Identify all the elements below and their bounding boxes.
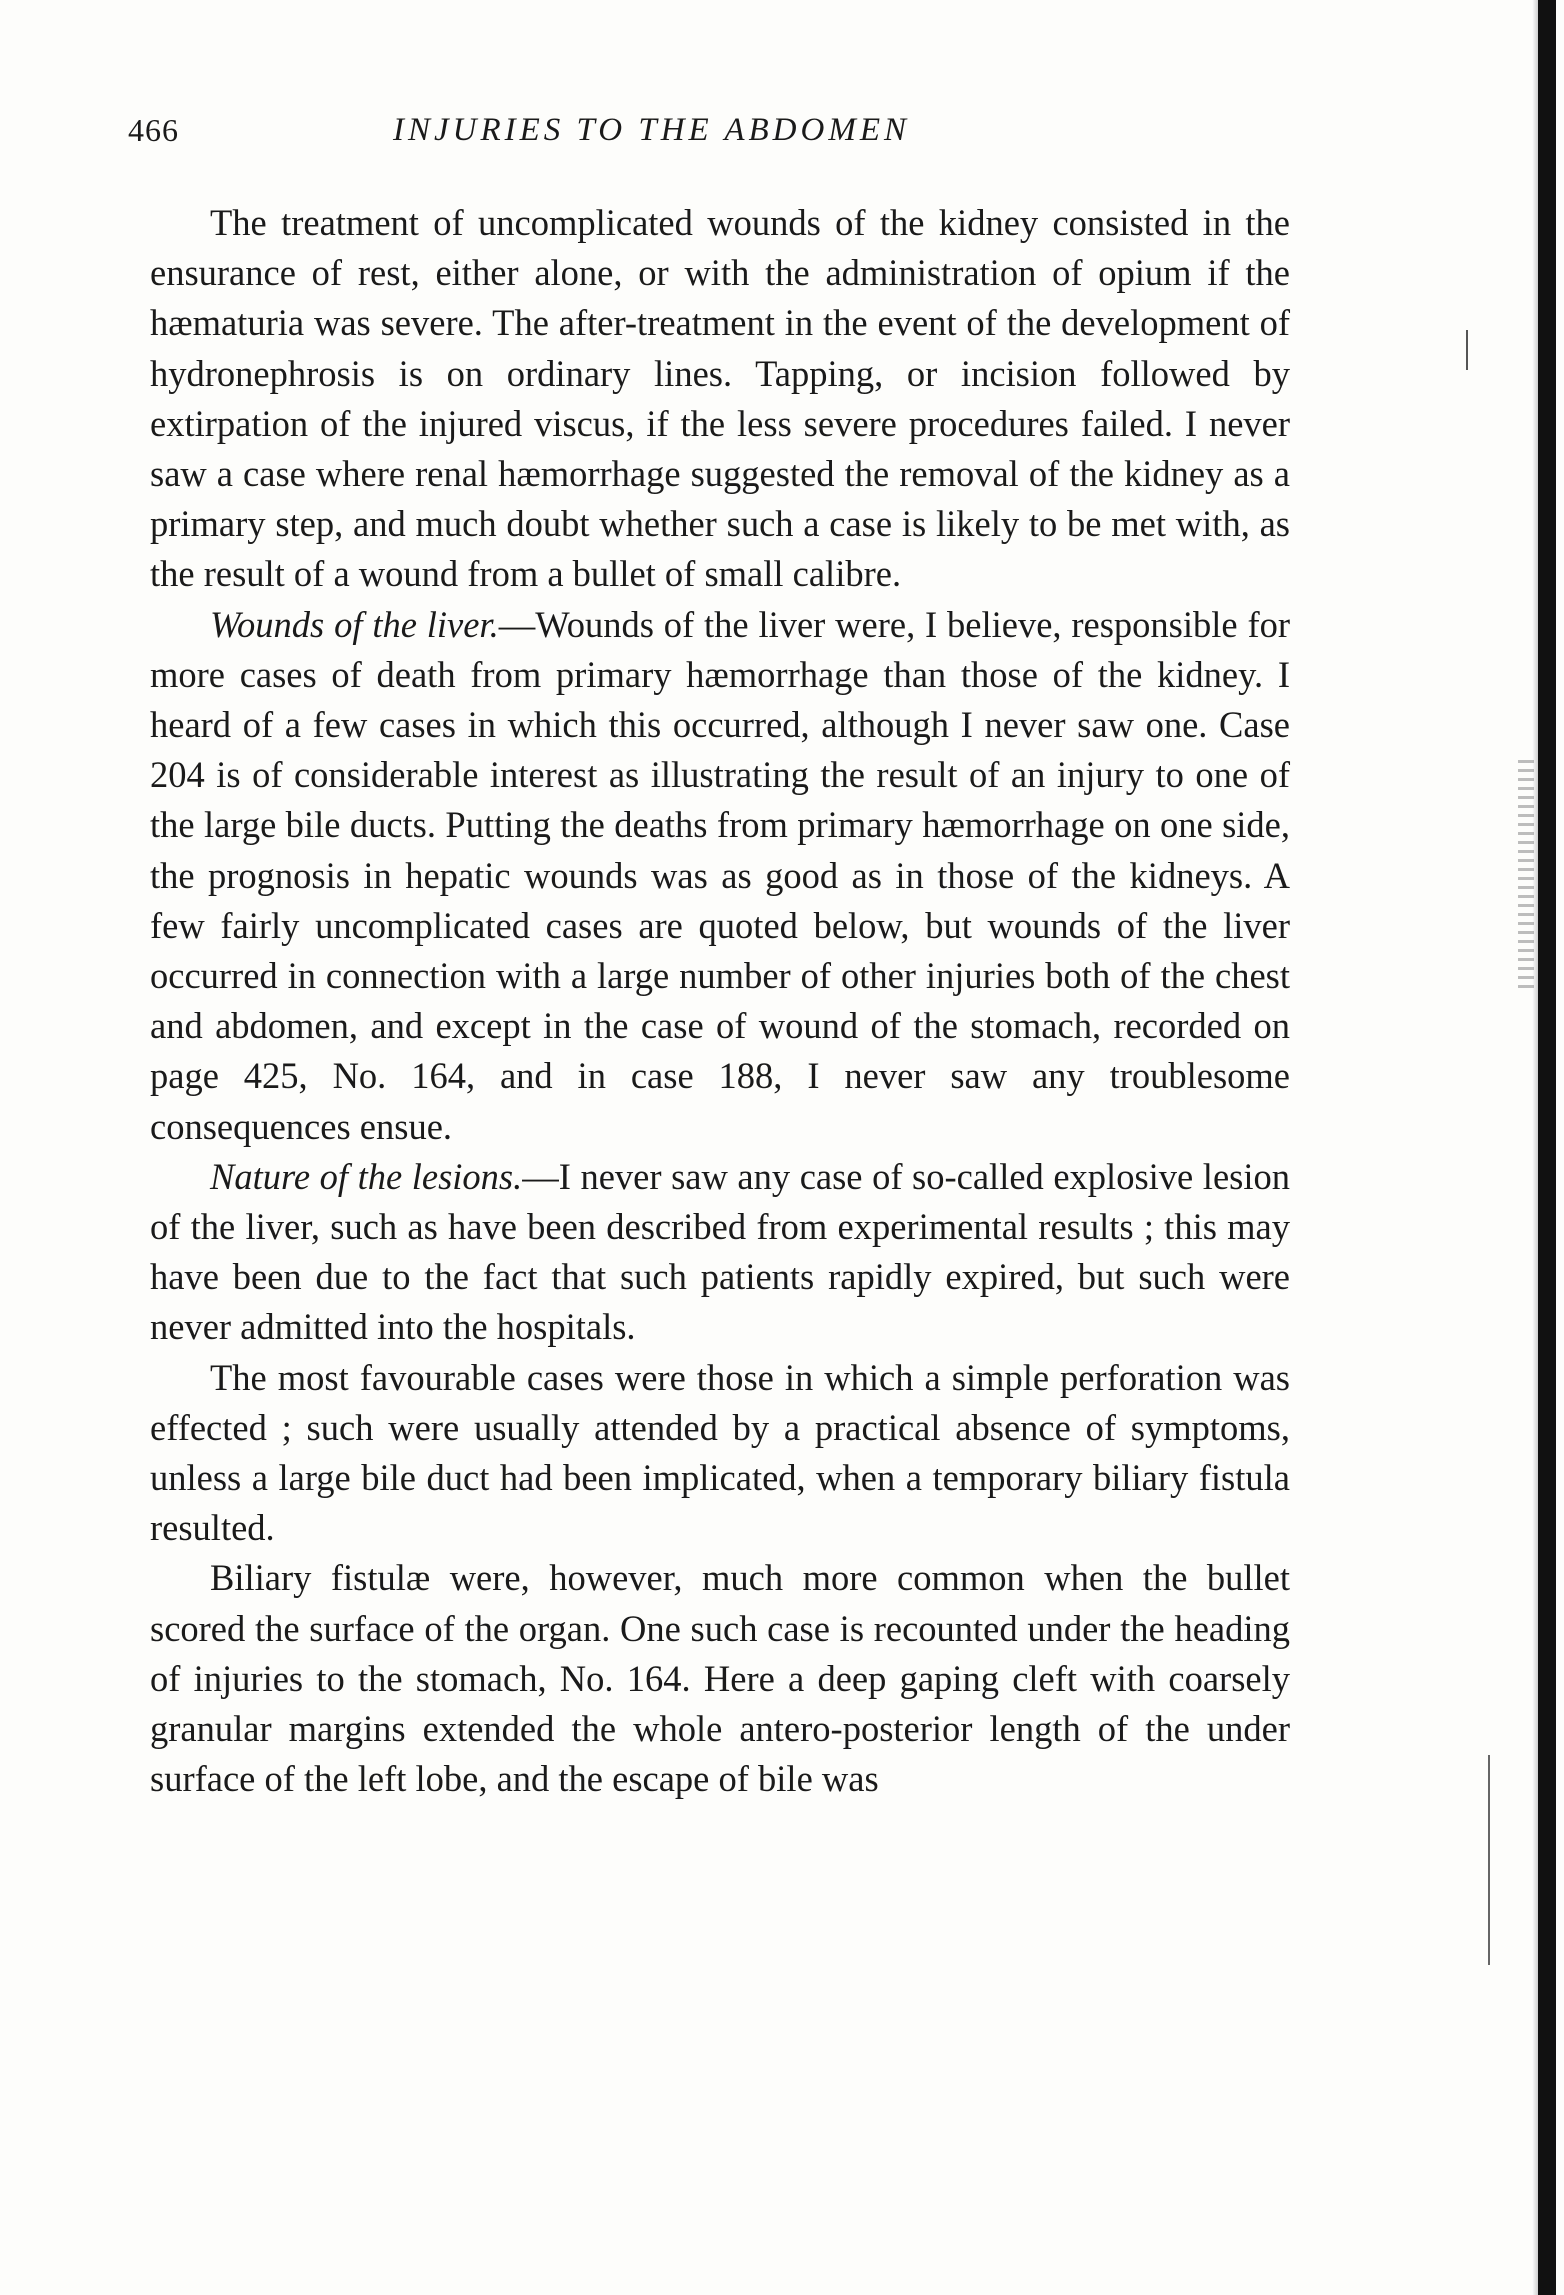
paragraph-text: —I never saw any case of so-called explosive lesion of the liver, such as have been described from experimental results ; this may have been due to the fact that such patients rapidly expired, but such were never admitted into the hospitals. [150, 1155, 1290, 1348]
paragraph-text: The treatment of uncomplicated wounds of the kidney consisted in the ensurance of rest, either alone, or with the administration of opium if the hæmaturia was severe. The after-treatment in the event of the development of hydronephrosis is on ordinary lines. Tapping, or incision followed by extirpation of the injured viscus, if the less severe procedures failed. I never saw a case where renal hæmorrhage suggested the removal of the kidney as a primary step, and much doubt whether such a case is likely to be met with, as the result of a wound from a bullet of small calibre. [150, 202, 1290, 595]
paragraph-text: Biliary fistulæ were, however, much more common when the bullet scored the surface of the organ. One such case is recounted under the heading of injuries to the stomach, No. 164. Here a deep gaping cleft with coarsely granular margins extended the whole antero-posterior length of the under surface of the left lobe, and the escape of bile was [150, 1557, 1290, 1800]
section-lead-in: Nature of the lesions. [210, 1155, 523, 1197]
scan-edge-speckle [1518, 760, 1534, 990]
running-head: INJURIES TO THE ABDOMEN [393, 112, 911, 148]
section-lead-in: Wounds of the liver. [210, 603, 499, 645]
page-number: 466 [128, 112, 179, 148]
scan-edge-bar [1538, 0, 1556, 2295]
paragraph-text: The most favourable cases were those in which a simple perforation was effected ; such were usually attended by a practical absence of symptoms, unless a large bile duct had been implicated, when a temporary biliary fistula resulted. [150, 1356, 1290, 1549]
page-header [128, 112, 1298, 162]
paragraph-nature-of-lesions [150, 1152, 1290, 1353]
paragraph-favourable-cases [150, 1353, 1290, 1554]
paragraph-kidney-treatment [150, 198, 1290, 600]
paragraph-biliary-fistulae [150, 1553, 1290, 1804]
paragraph-wounds-of-liver [150, 600, 1290, 1152]
margin-mark [1466, 330, 1468, 370]
body-text [150, 198, 1290, 1805]
margin-mark [1488, 1755, 1490, 1965]
paragraph-text: —Wounds of the liver were, I believe, responsible for more cases of death from primary hæmorrhage than those of the kidney. I heard of a few cases in which this occurred, although I never saw one. Case 204 is of considerable interest as illustrating the result of an injury to one of the large bile ducts. Putting the deaths from primary hæmorrhage on one side, the prognosis in hepatic wounds was as good as in those of the kidneys. A few fairly uncomplicated cases are quoted below, but wounds of the liver occurred in connection with a large number of other injuries both of the chest and abdomen, and except in the case of wound of the stomach, recorded on page 425, No. 164, and in case 188, I never saw any troublesome consequences ensue. [150, 603, 1291, 1147]
